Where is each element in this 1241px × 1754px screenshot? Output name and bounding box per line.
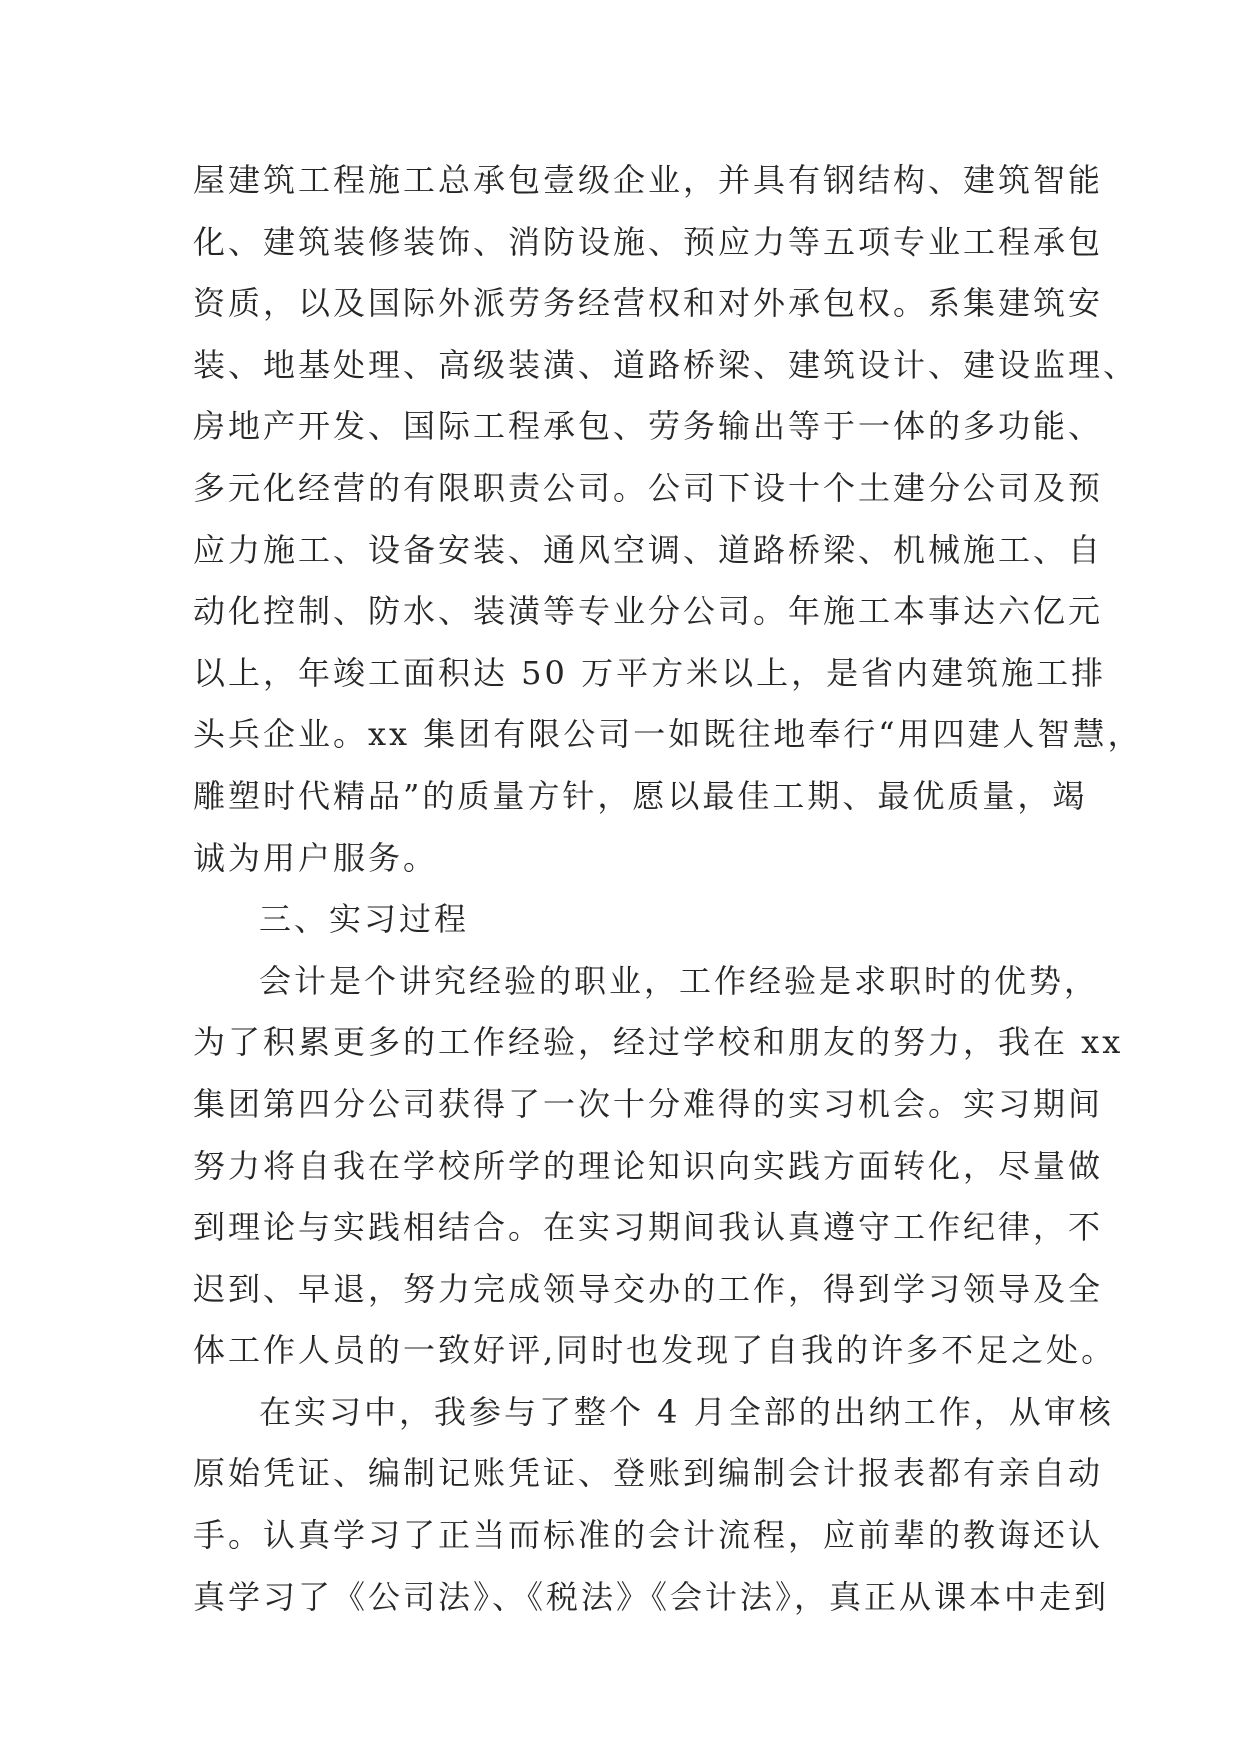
text-line: 集团第四分公司获得了一次十分难得的实习机会。实习期间 xyxy=(193,1084,1104,1123)
text-line: 会计是个讲究经验的职业，工作经验是求职时的优势， xyxy=(259,961,1100,1000)
text-line: 努力将自我在学校所学的理论知识向实践方面转化，尽量做 xyxy=(193,1146,1104,1185)
text-line: 应力施工、设备安装、通风空调、道路桥梁、机械施工、自 xyxy=(193,530,1104,569)
text-line: 化、建筑装修装饰、消防设施、预应力等五项专业工程承包 xyxy=(193,222,1104,261)
text-line: 手。认真学习了正当而标准的会计流程，应前辈的教诲还认 xyxy=(193,1516,1104,1555)
paragraph-company-profile xyxy=(193,150,1143,889)
text-line: 装、地基处理、高级装潢、道路桥梁、建筑设计、建设监理、 xyxy=(193,345,1139,384)
text-line: 为了积累更多的工作经验，经过学校和朋友的努力，我在 xx xyxy=(193,1023,1124,1062)
text-line: 体工作人员的一致好评,同时也发现了自我的许多不足之处。 xyxy=(193,1331,1117,1370)
paragraph-internship-work xyxy=(193,1382,1114,1628)
text-line: 多元化经营的有限职责公司。公司下设十个土建分公司及预 xyxy=(193,468,1104,507)
section-heading: 三、实习过程 xyxy=(259,900,470,939)
text-line: 以上，年竣工面积达 50 万平方米以上，是省内建筑施工排 xyxy=(193,653,1107,692)
text-line: 迟到、早退，努力完成领导交办的工作，得到学习领导及全 xyxy=(193,1269,1104,1308)
text-line: 头兵企业。xx 集团有限公司一如既往地奉行“用四建人智慧， xyxy=(193,715,1143,754)
text-line: 屋建筑工程施工总承包壹级企业，并具有钢结构、建筑智能 xyxy=(193,161,1104,199)
document-body xyxy=(193,150,1143,1628)
paragraph-internship-overview xyxy=(193,951,1124,1382)
text-line: 房地产开发、国际工程承包、劳务输出等于一体的多功能、 xyxy=(193,407,1104,446)
text-line: 雕塑时代精品”的质量方针，愿以最佳工期、最优质量，竭 xyxy=(193,776,1088,815)
text-line: 到理论与实践相结合。在实习期间我认真遵守工作纪律，不 xyxy=(193,1208,1104,1247)
text-line: 原始凭证、编制记账凭证、登账到编制会计报表都有亲自动 xyxy=(193,1454,1104,1493)
text-line: 在实习中，我参与了整个 4 月全部的出纳工作，从审核 xyxy=(259,1392,1114,1431)
text-line: 真学习了《公司法》、《税法》《会计法》，真正从课本中走到 xyxy=(193,1577,1110,1616)
text-line: 动化控制、防水、装潢等专业分公司。年施工本事达六亿元 xyxy=(193,592,1104,631)
text-line: 资质，以及国际外派劳务经营权和对外承包权。系集建筑安 xyxy=(193,284,1104,323)
text-line: 诚为用户服务。 xyxy=(193,838,439,877)
